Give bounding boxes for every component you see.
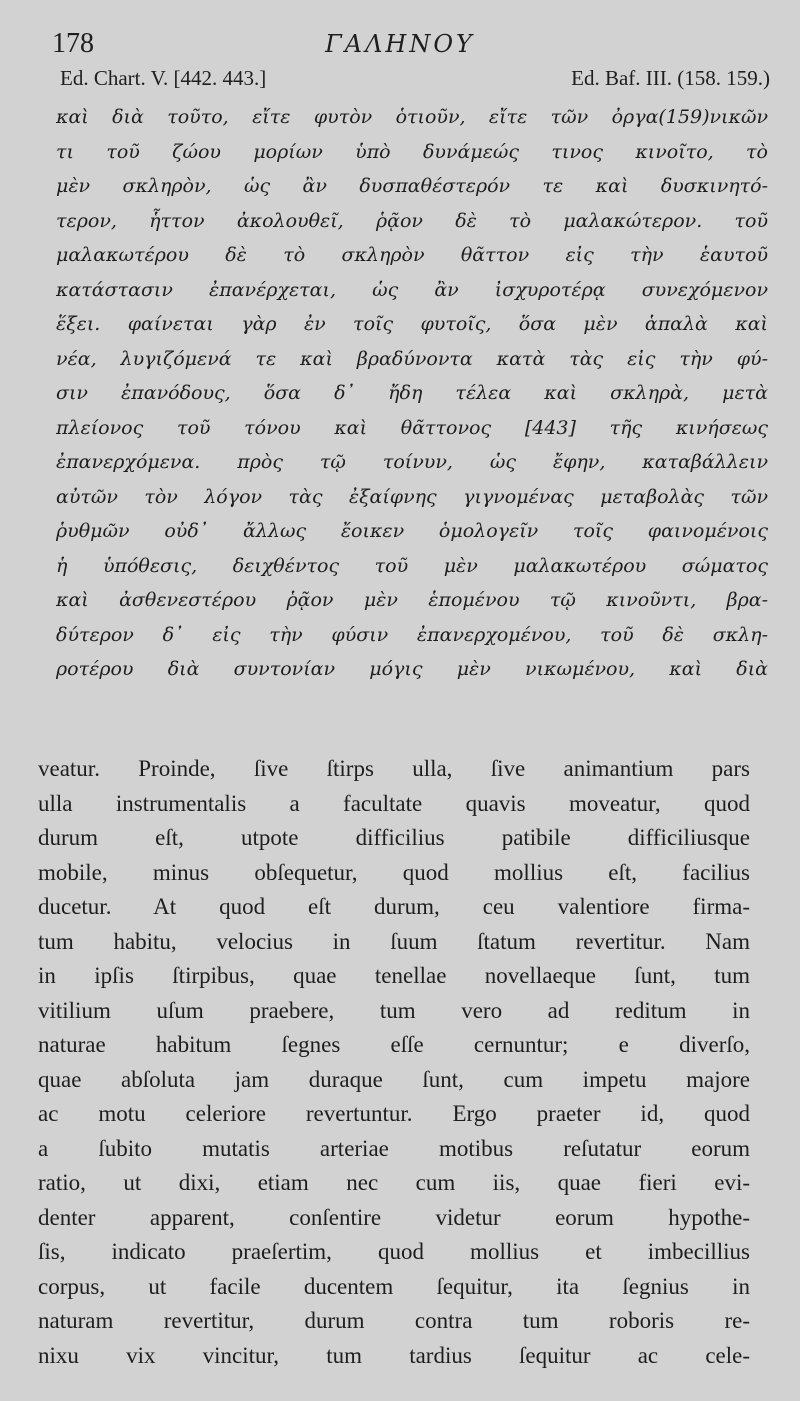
latin-line: vitilium uſum praebere, tum vero ad reditum in [38,997,750,1023]
latin-line: durum eſt, utpote difficilius patibile difficiliusque [38,825,750,850]
edition-reference-left: Ed. Chart. V. [442. 443.] [60,66,267,90]
greek-line: τερον, ἧττον ἀκολουθεῖ, ῥᾷον δὲ τὸ μαλακώτερον. τοῦ [56,209,768,232]
latin-line: ac motu celeriore revertuntur. Ergo praeter id, quod [38,1101,750,1126]
greek-line: καὶ ἀσθενεστέρου ῥᾷον μὲν ἑπομένου τῷ κινοῦντι, βρα- [56,589,768,611]
greek-line: ἕξει. φαίνεται γὰρ ἐν τοῖς φυτοῖς, ὅσα μὲν ἁπαλὰ καὶ [56,313,768,335]
greek-line: μαλακωτέρου δὲ τὸ σκληρὸν θᾶττον εἰς τὴν ἑαυτοῦ [56,244,768,266]
latin-line: naturae habitum ſegnes eſſe cernuntur; e diverſo, [38,1032,750,1057]
greek-text-block [56,100,768,687]
greek-line: σιν ἐπανόδους, ὅσα δ᾽ ἤδη τέλεα καὶ σκληρὰ, μετὰ [56,382,768,404]
latin-line: quae abſoluta jam duraque ſunt, cum impetu majore [38,1066,750,1092]
latin-line: in ipſis ſtirpibus, quae tenellae novellaeque ſunt, tum [38,963,750,988]
greek-line: αὐτῶν τὸν λόγον τὰς ἐξαίφνης γιγνομένας μεταβολὰς τῶν [56,485,768,508]
edition-reference-right: Ed. Baf. III. (158. 159.) [571,66,770,90]
latin-line: veatur. Proinde, ſive ſtirps ulla, ſive animantium pars [38,756,750,781]
latin-line: a ſubito mutatis arteriae motibus reſutatur eorum [38,1135,750,1161]
latin-line: denter apparent, conſentire videtur eorum hypothe- [38,1204,750,1230]
greek-line: τι τοῦ ζώου μορίων ὑπὸ δυνάμεώς τινος κινοῖτο, τὸ [56,140,768,163]
greek-line: δύτερον δ᾽ εἰς τὴν φύσιν ἐπανερχομένου, τοῦ δὲ σκλη- [56,623,768,646]
latin-line: tum habitu, velocius in ſuum ſtatum revertitur. Nam [38,928,750,954]
latin-line: naturam revertitur, durum contra tum roboris re- [38,1308,750,1333]
latin-line: corpus, ut facile ducentem ſequitur, ita ſegnius in [38,1273,750,1299]
greek-line: μὲν σκληρὸν, ὡς ἂν δυσπαθέστερόν τε καὶ δυσκινητό- [56,175,768,197]
greek-line: κατάστασιν ἐπανέρχεται, ὡς ἂν ἰσχυροτέρᾳ συνεχόμενον [56,278,768,301]
greek-line: πλείονος τοῦ τόνου καὶ θᾶττονος [443] τῆς κινήσεως [56,416,768,439]
greek-line: ροτέρου διὰ συντονίαν μόγις μὲν νικωμένου, καὶ διὰ [56,658,768,680]
greek-line: καὶ διὰ τοῦτο, εἴτε φυτὸν ὁτιοῦν, εἴτε τῶν ὀργα(159)νικῶν [56,106,768,128]
greek-line: νέα, λυγιζόμενά τε καὶ βραδύνοντα κατὰ τὰς εἰς τὴν φύ- [56,347,768,370]
latin-line: mobile, minus obſequetur, quod mollius eſt, facilius [38,859,750,885]
greek-line: ἐπανερχόμενα. πρὸς τῷ τοίνυν, ὡς ἔφην, καταβάλλειν [56,451,768,473]
latin-line: ſis, indicato praeſertim, quod mollius et imbecillius [38,1239,750,1264]
latin-line: ratio, ut dixi, etiam nec cum iis, quae fieri evi- [38,1170,750,1195]
latin-line: nixu vix vincitur, tum tardius ſequitur ac cele- [38,1342,750,1368]
latin-line: ulla instrumentalis a facultate quavis moveatur, quod [38,790,750,816]
latin-line: ducetur. At quod eſt durum, ceu valentiore firma- [38,894,750,919]
greek-line: ἡ ὑπόθεσις, δειχθέντος τοῦ μὲν μαλακωτέρου σώματος [56,554,768,577]
greek-line: ῥυθμῶν οὐδ᾽ ἄλλως ἔοικεν ὁμολογεῖν τοῖς φαινομένοις [56,520,768,542]
latin-text-block [38,752,750,1373]
page-number: 178 [52,28,94,59]
running-title: ΓΑΛΗΝΟΥ [325,30,475,58]
